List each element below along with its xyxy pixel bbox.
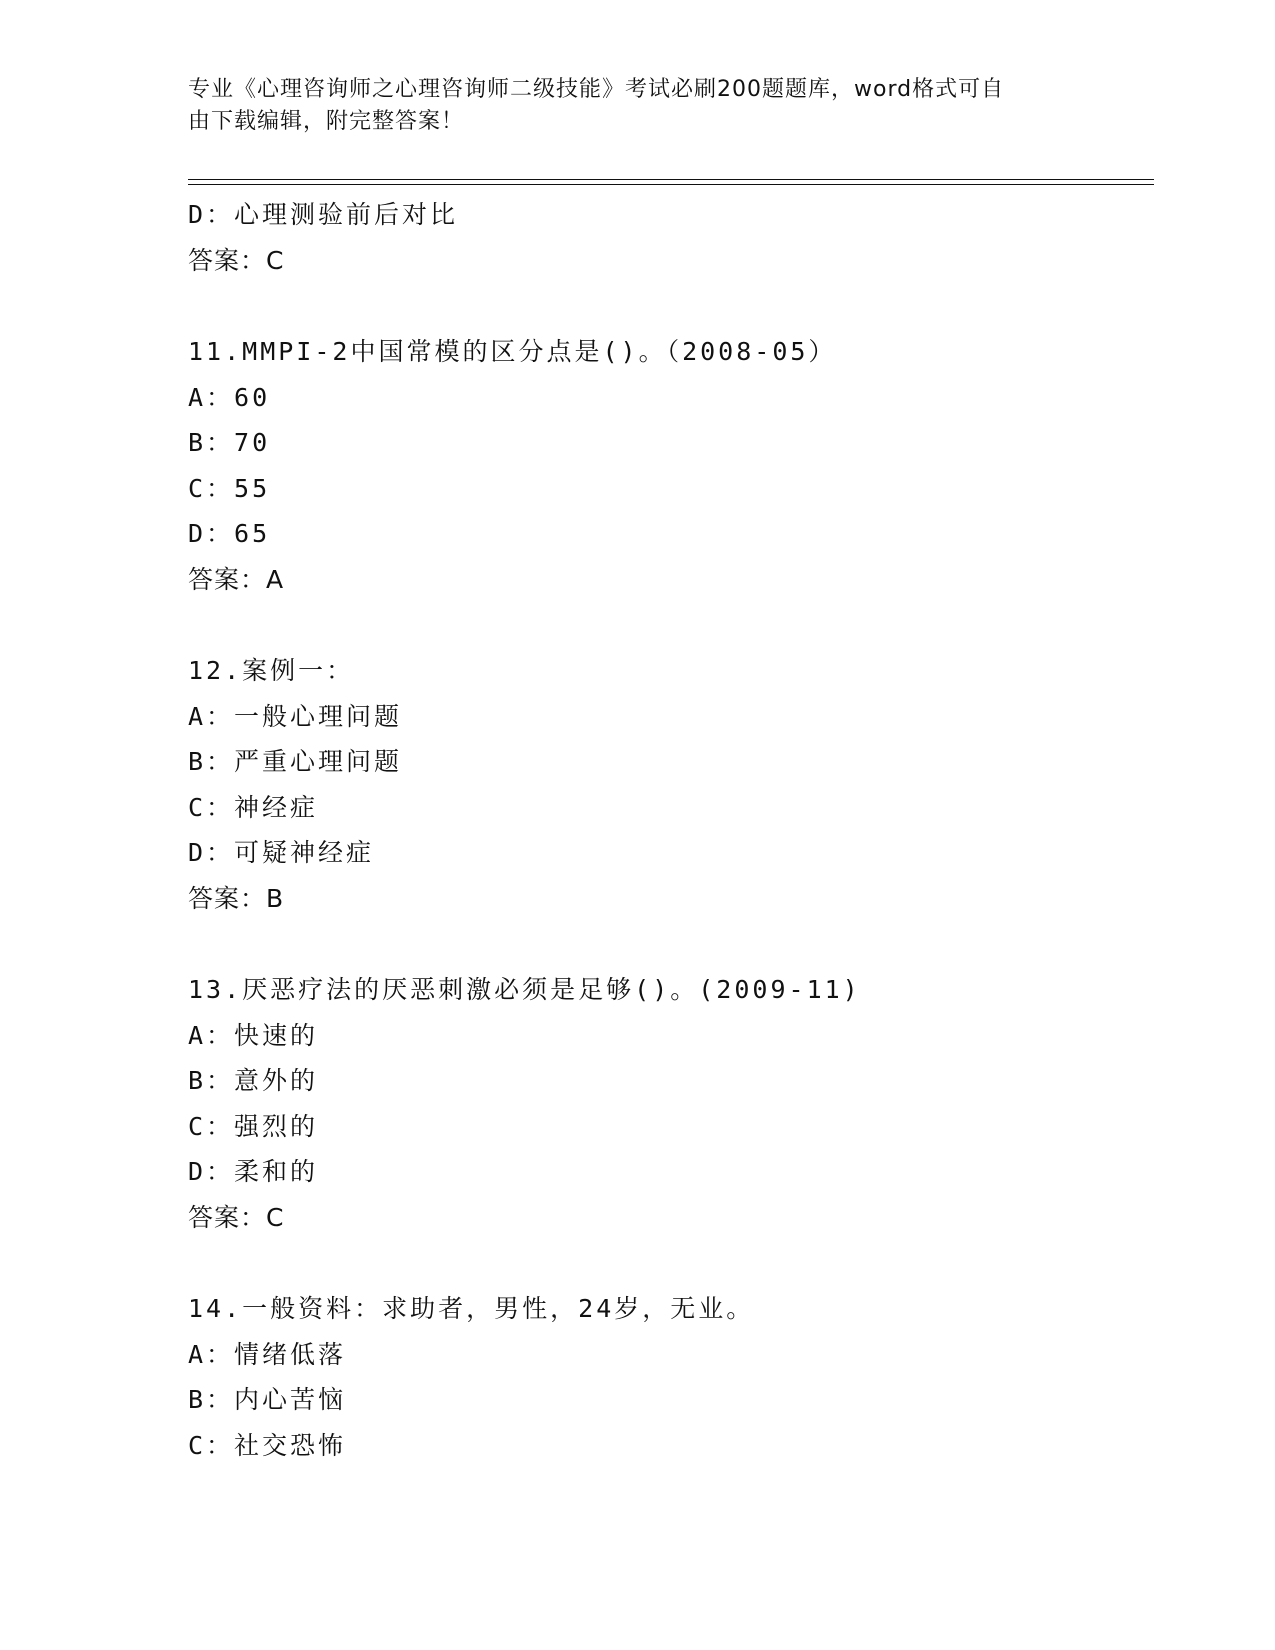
spacer: [188, 283, 1148, 329]
header-divider-bottom: [188, 184, 1154, 185]
option-b: B：意外的: [188, 1066, 319, 1095]
option-c: C：55: [188, 473, 271, 503]
answer-line: 答案：C: [188, 1202, 285, 1232]
document-header: [188, 74, 1088, 138]
option-c: C：社交恐怖: [188, 1430, 347, 1460]
question-text: 11.MMPI-2中国常模的区分点是()。（2008-05）: [188, 337, 837, 366]
question-text: 13.厌恶疗法的厌恶刺激必须是足够()。(2009-11): [188, 975, 861, 1004]
option-a: A：情绪低落: [188, 1339, 347, 1369]
question-10-tail: [188, 192, 1148, 283]
question-text: 12.案例一：: [188, 656, 355, 685]
header-divider-top: [188, 179, 1154, 180]
option-a: A：一般心理问题: [188, 701, 403, 731]
option-b: B：70: [188, 428, 271, 457]
question-13: [188, 967, 1148, 1240]
option-d: D：柔和的: [188, 1157, 319, 1186]
spacer: [188, 1240, 1148, 1286]
option-d: D：可疑神经症: [188, 838, 375, 867]
answer-line: 答案：B: [188, 883, 285, 913]
option-d: D：心理测验前后对比: [188, 200, 459, 229]
question-11: [188, 329, 1148, 602]
option-a: A：快速的: [188, 1020, 319, 1050]
answer-line: 答案：A: [188, 564, 285, 594]
option-b: B：内心苦恼: [188, 1385, 347, 1414]
answer-line: 答案：C: [188, 245, 285, 275]
option-b: B：严重心理问题: [188, 747, 403, 776]
spacer: [188, 602, 1148, 648]
option-c: C：强烈的: [188, 1111, 319, 1141]
question-text: 14.一般资料：求助者，男性，24岁，无业。: [188, 1294, 755, 1323]
spacer: [188, 921, 1148, 967]
question-12: [188, 648, 1148, 921]
option-c: C：神经症: [188, 792, 319, 822]
option-d: D：65: [188, 519, 271, 548]
question-14: [188, 1286, 1148, 1468]
question-list: [188, 192, 1148, 1468]
header-line-2: 由下载编辑，附完整答案！: [188, 109, 465, 134]
header-line-1: 专业《心理咨询师之心理咨询师二级技能》考试必刷200题题库，word格式可自: [188, 77, 1005, 102]
option-a: A：60: [188, 382, 271, 412]
